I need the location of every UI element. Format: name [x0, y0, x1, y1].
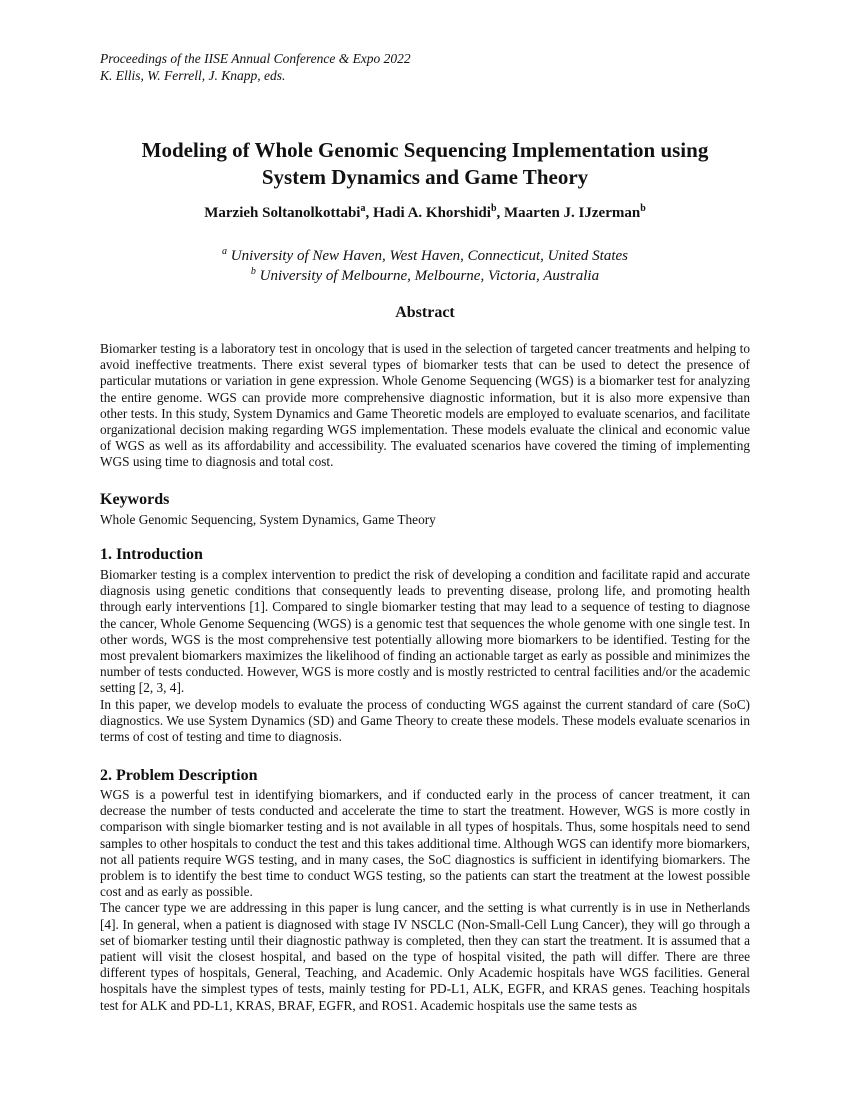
proceedings-header [100, 50, 411, 84]
affiliation-mark: b [250, 266, 256, 277]
author-affiliation-mark: b [490, 203, 497, 214]
proceedings-editors: K. Ellis, W. Ferrell, J. Knapp, eds. [100, 68, 286, 83]
problem-paragraph-2: The cancer type we are addressing in this paper is lung cancer, and the setting is what currently is in use in Netherlands [4]. In general, when a patient is diagnosed with stage IV NSCLC (Non-Small-Cell Lung Cancer), they will go through a set of biomarker testing until their diagnostic pathway is completed, then they can start the treatment. It is assumed that a patient will visit the closest hospital, and based on the type of hospital visited, the path will differ. There are three different types of hospitals, General, Teaching, and Academic. Only Academic hospitals have WGS facilities. General hospitals have the simplest types of tests, mainly testing for PD-L1, ALK, EGFR, and KRAS genes. Teaching hospitals test for ALK and PD-L1, KRAS, BRAF, EGFR, and ROS1. Academic hospitals use the same tests as [100, 900, 750, 1013]
abstract-heading: Abstract [395, 304, 455, 321]
introduction-paragraph-2: In this paper, we develop models to evaluate the process of conducting WGS against the current standard of care (SoC) diagnostics. We use System Dynamics (SD) and Game Theory to create these models. These models evaluate scenarios in terms of cost of testing and time to diagnosis. [100, 696, 750, 745]
abstract-text: Biomarker testing is a laboratory test in oncology that is used in the selection of targeted cancer treatments and helping to avoid ineffective treatments. There exist several types of biomarker tests that can be used to detect the presence of particular mutations or variation in gene expression. Whole Genome Sequencing (WGS) is a biomarker test for analyzing the entire genome. WGS can provide more comprehensive diagnostic information, but it is also more expensive than other tests. In this study, System Dynamics and Game Theoretic models are employed to evaluate scenarios, and facilitate organizational decision making regarding WGS implementation. These models evaluate the clinical and economic value of WGS as well as its affordability and accessibility. The evaluated scenarios have covered the timing of implementing WGS using time to diagnosis and total cost. [100, 341, 750, 470]
author-name: Marzieh Soltanolkottabi [204, 205, 361, 221]
author-name: Hadi A. Khorshidi [372, 205, 491, 221]
author-list [80, 205, 770, 222]
problem-paragraph-1: WGS is a powerful test in identifying biomarkers, and if conducted early in the process of cancer treatment, it can decrease the number of tests conducted and accelerate the time to start the treatment. However, WGS is more costly in comparison with single biomarker testing and is not available in all types of hospitals. Thus, some hospitals need to send samples to other hospitals to conduct the test and this takes additional time. Although WGS can identify more biomarkers, not all patients require WGS testing, and in many cases, the SoC diagnostics is sufficient in identifying biomarkers. The problem is to identify the best time to conduct WGS testing, so the patients can start the treatment at the lowest possible cost and as early as possible. [100, 787, 750, 900]
paper-title-line-2: System Dynamics and Game Theory [261, 165, 589, 189]
problem-description-heading: 2. Problem Description [100, 767, 258, 784]
affiliation-text: University of Melbourne, Melbourne, Victoria, Australia [259, 268, 600, 284]
author-affiliation-mark: b [640, 203, 646, 214]
introduction-body [100, 567, 750, 745]
introduction-paragraph-1: Biomarker testing is a complex intervention to predict the risk of developing a condition and facilitate rapid and accurate diagnosis using genetic conditions that consequently leads to preventing disease, prolong life, and promoting health through early interventions [1]. Compared to single biomarker testing that may lead to a sequence of testing to diagnose the cancer, Whole Genome Sequencing (WGS) is a genomic test that sequences the whole genome with one single test. In other words, WGS is the most comprehensive test potentially allowing more biomarkers to be identified. Testing for the most prevalent biomarkers maximizes the likelihood of finding an actionable target as early as possible and minimizes the number of tests conducted. However, WGS is more costly and is mostly restricted to central facilities and/or the academic setting [2, 3, 4]. [100, 567, 750, 696]
paper-title [80, 137, 770, 191]
author-name: Maarten J. IJzerman [504, 205, 641, 221]
author-separator: , [496, 205, 504, 221]
affiliation-list [80, 246, 770, 286]
affiliation-text: University of New Haven, West Haven, Connecticut, United States [230, 248, 629, 264]
paper-title-line-1: Modeling of Whole Genomic Sequencing Implementation using [141, 138, 709, 162]
keywords-heading: Keywords [100, 491, 170, 508]
proceedings-title: Proceedings of the IISE Annual Conference & Expo 2022 [100, 51, 411, 66]
introduction-heading: 1. Introduction [100, 546, 203, 563]
author-affiliation-mark: a [360, 203, 366, 214]
author-separator: , [365, 205, 373, 221]
affiliation-mark: a [221, 246, 227, 257]
problem-description-body [100, 787, 750, 1014]
keywords-text: Whole Genomic Sequencing, System Dynamics, Game Theory [100, 512, 436, 527]
affiliation [80, 246, 770, 266]
affiliation [80, 266, 770, 286]
